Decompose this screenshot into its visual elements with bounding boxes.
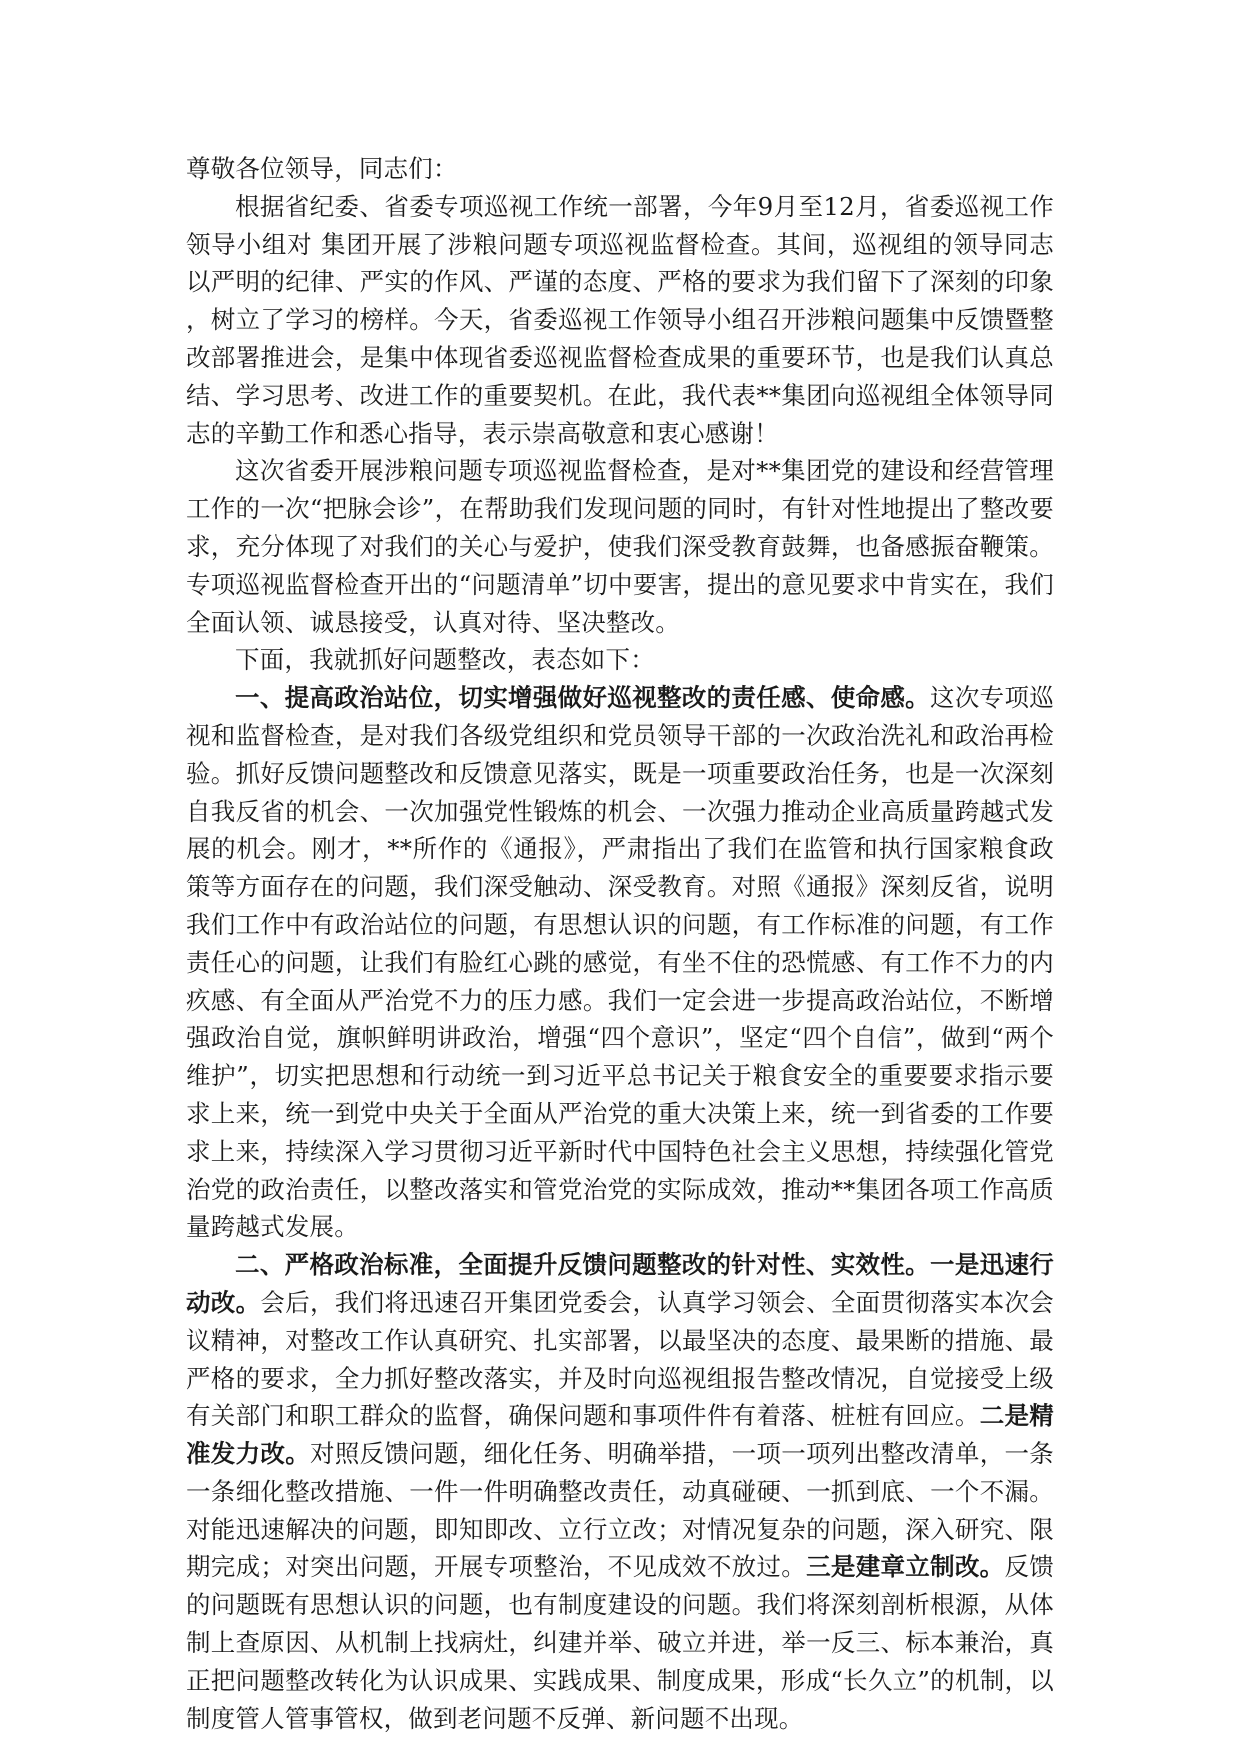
- paragraph-intro: 根据省纪委、省委专项巡视工作统一部署，今年9月至12月，省委巡视工作领导小组对 集团开展了涉粮问题专项巡视监督检查。其间，巡视组的领导同志以严明的纪律、严实的作风、严谨的态度、严格的要求为我们留下了深刻的印象，树立了学习的榜样。今天，省委巡视工作领导小组召开涉粮问题集中反馈暨整改部署推进会，是集中体现省委巡视监督检查成果的重要环节，也是我们认真总结、学习思考、改进工作的重要契机。在此，我代表**集团向巡视组全体领导同志的辛勤工作和悉心指导，表示崇高敬意和衷心感谢！: [186, 191, 1054, 448]
- section-two-sub-two: 二是精准发力改。: [186, 1401, 1054, 1469]
- paragraph-section-two: [186, 1246, 1054, 1737]
- salutation: 尊敬各位领导，同志们：: [186, 154, 458, 183]
- paragraph-statement-lead: 下面，我就抓好问题整改，表态如下：: [235, 645, 655, 675]
- section-two-sub-three: 三是建章立制改。: [806, 1552, 1005, 1582]
- section-two-body-two: 对照反馈问题，细化任务、明确举措，一项一项列出整改清单，一条一条细化整改措施、一件一件明确整改责任，动真碰硬、一抓到底、一个不漏。对能迅速解决的问题，即知即改、立行立改；对情况复杂的问题，深入研究、限期完成；对突出问题，开展专项整治，不见成效不放过。: [186, 1439, 1054, 1582]
- document-page: [186, 150, 1054, 1737]
- section-two-heading: 二、严格政治标准，全面提升反馈问题整改的针对性、实效性。: [235, 1250, 931, 1280]
- paragraph-inspection: 这次省委开展涉粮问题专项巡视监督检查，是对**集团党的建设和经营管理工作的一次“把脉会诊”，在帮助我们发现问题的同时，有针对性地提出了整改要求，充分体现了对我们的关心与爱护，使我们深受教育鼓舞，也备感振奋鞭策。专项巡视监督检查开出的“问题清单”切中要害，提出的意见要求中肯实在，我们全面认领、诚恳接受，认真对待、坚决整改。: [186, 456, 1054, 637]
- section-one-heading: 一、提高政治站位，切实增强做好巡视整改的责任感、使命感。: [235, 683, 931, 713]
- section-two-body-one: 会后，我们将迅速召开集团党委会，认真学习领会、全面贯彻落实本次会议精神，对整改工作认真研究、扎实部署，以最坚决的态度、最果断的措施、最严格的要求，全力抓好整改落实，并及时向巡视组报告整改情况，自觉接受上级有关部门和职工群众的监督，确保问题和事项件件有着落、桩桩有回应。: [186, 1287, 1054, 1431]
- section-two-body-three: 反馈的问题既有思想认识的问题，也有制度建设的问题。我们将深刻剖析根源，从体制上查原因、从机制上找病灶，纠建并举、破立并进，举一反三、标本兼治，真正把问题整改转化为认识成果、实践成果、制度成果，形成“长久立”的机制，以制度管人管事管权，做到老问题不反弹、新问题不出现。: [186, 1552, 1054, 1733]
- section-one-body: 这次专项巡视和监督检查，是对我们各级党组织和党员领导干部的一次政治洗礼和政治再检验。抓好反馈问题整改和反馈意见落实，既是一项重要政治任务，也是一次深刻自我反省的机会、一次加强党性锻炼的机会、一次强力推动企业高质量跨越式发展的机会。刚才，**所作的《通报》，严肃指出了我们在监管和执行国家粮食政策等方面存在的问题，我们深受触动、深受教育。对照《通报》深刻反省，说明我们工作中有政治站位的问题，有思想认识的问题，有工作标准的问题，有工作责任心的问题，让我们有脸红心跳的感觉，有坐不住的恐慌感、有工作不力的内疚感、有全面从严治党不力的压力感。我们一定会进一步提高政治站位，不断增强政治自觉，旗帜鲜明讲政治，增强“四个意识”，坚定“四个自信”，做到“两个维护”，切实把思想和行动统一到习近平总书记关于粮食安全的重要要求指示要求上来，统一到党中央关于全面从严治党的重大决策上来，统一到省委的工作要求上来，持续深入学习贯彻习近平新时代中国特色社会主义思想，持续强化管党治党的政治责任，以整改落实和管党治党的实际成效，推动**集团各项工作高质量跨越式发展。: [186, 683, 1055, 1242]
- section-two-sub-one: 一是迅速行动改。: [186, 1250, 1055, 1317]
- paragraph-section-one: [186, 679, 1054, 1246]
